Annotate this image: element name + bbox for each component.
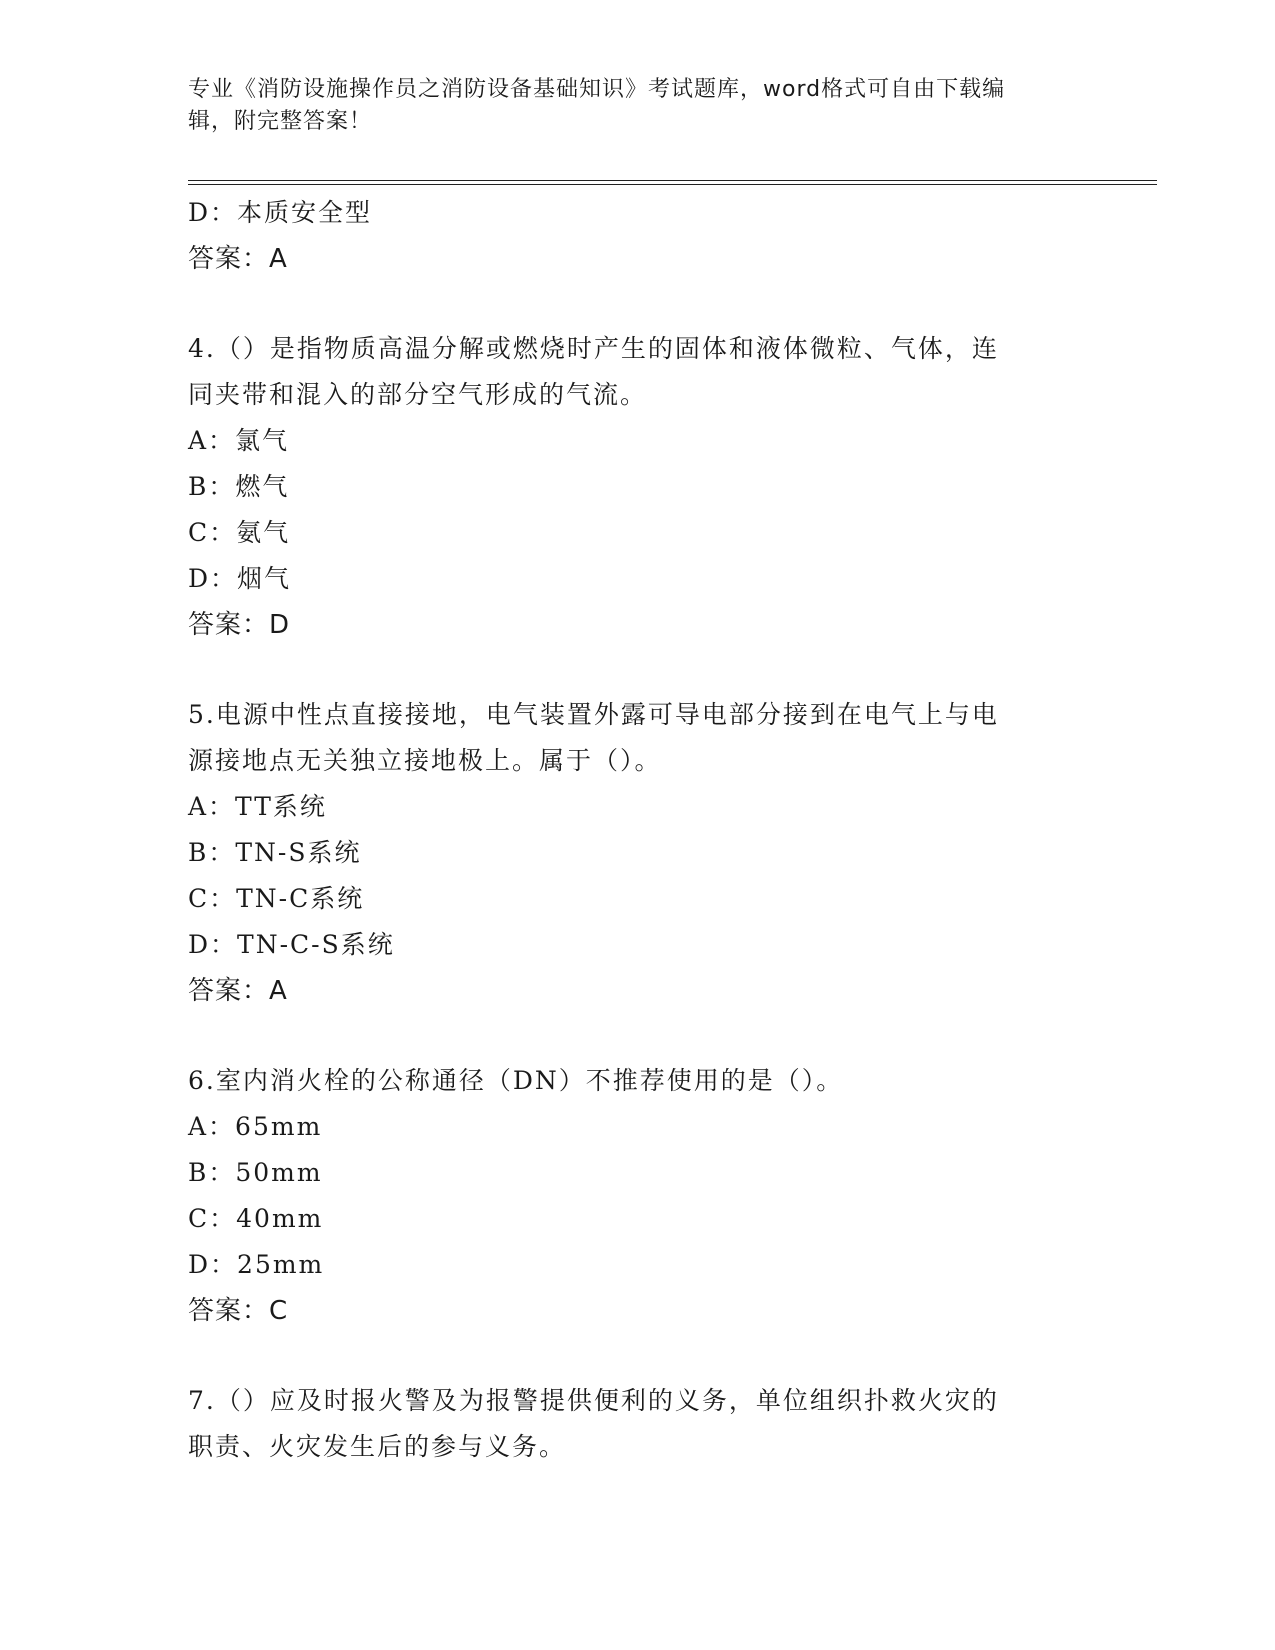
page-header xyxy=(188,74,1068,138)
option-a: A：氯气 xyxy=(188,426,290,455)
option-d: D：烟气 xyxy=(188,564,292,593)
answer-line: 答案：D xyxy=(188,610,291,640)
question-7 xyxy=(188,1378,1088,1470)
question-text-line: 同夹带和混入的部分空气形成的气流。 xyxy=(188,380,648,409)
question-text-line: 5.电源中性点直接接地，电气装置外露可导电部分接到在电气上与电 xyxy=(188,700,999,729)
question-content xyxy=(188,190,1088,1470)
header-line-1: 专业《消防设施操作员之消防设备基础知识》考试题库，word格式可自由下载编 xyxy=(188,77,1006,102)
option-b: B：燃气 xyxy=(188,472,290,501)
question-text-line: 职责、火灾发生后的参与义务。 xyxy=(188,1432,567,1461)
option-c: C：40mm xyxy=(188,1204,324,1233)
question-text-line: 6.室内消火栓的公称通径（DN）不推荐使用的是（）。 xyxy=(188,1066,844,1095)
option-c: C：TN-C系统 xyxy=(188,884,365,913)
question-5 xyxy=(188,692,1088,1014)
option-b: B：TN-S系统 xyxy=(188,838,362,867)
option-d: D：TN-C-S系统 xyxy=(188,930,395,959)
question-text-line: 源接地点无关独立接地极上。属于（）。 xyxy=(188,746,662,775)
option-b: B：50mm xyxy=(188,1158,323,1187)
option-d: D：本质安全型 xyxy=(188,198,373,227)
question-4 xyxy=(188,326,1088,648)
carryover-block xyxy=(188,190,1088,282)
question-text-line: 4.（）是指物质高温分解或燃烧时产生的固体和液体微粒、气体，连 xyxy=(188,334,999,363)
option-a: A：65mm xyxy=(188,1112,323,1141)
answer-line: 答案：C xyxy=(188,1296,289,1326)
answer-line: 答案：A xyxy=(188,244,288,274)
header-line-2: 辑，附完整答案！ xyxy=(188,109,373,134)
header-divider-top xyxy=(188,180,1157,181)
question-text-line: 7.（）应及时报火警及为报警提供便利的义务，单位组织扑救火灾的 xyxy=(188,1386,999,1415)
question-6 xyxy=(188,1058,1088,1334)
answer-line: 答案：A xyxy=(188,976,288,1006)
option-d: D：25mm xyxy=(188,1250,325,1279)
option-c: C：氨气 xyxy=(188,518,291,547)
header-divider-bottom xyxy=(188,184,1157,185)
option-a: A：TT系统 xyxy=(188,792,327,821)
